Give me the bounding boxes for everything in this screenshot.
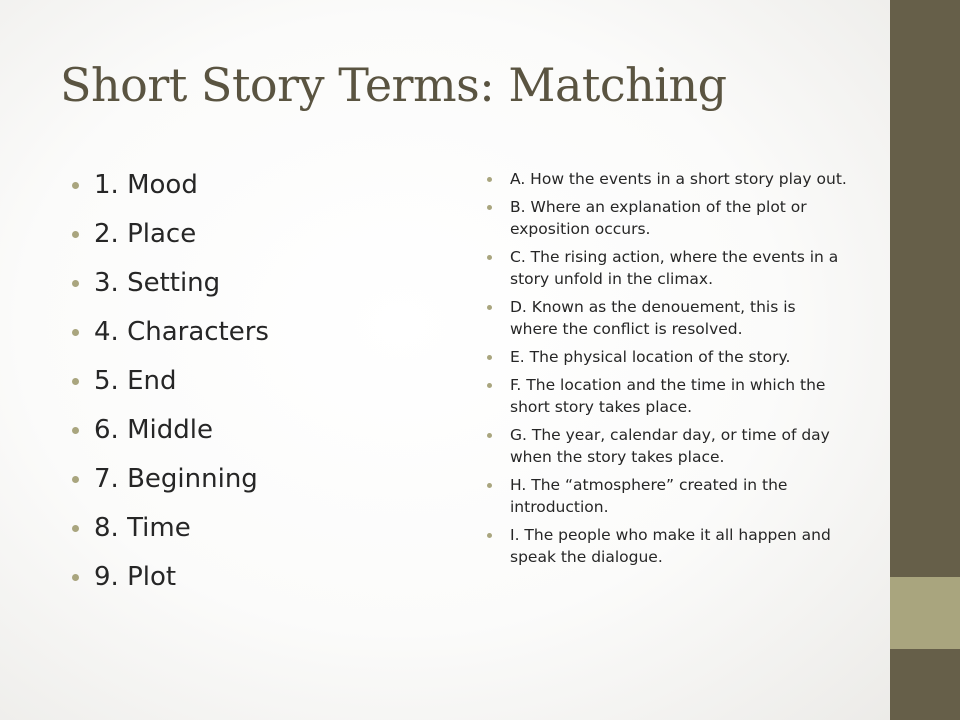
definition-item <box>487 246 847 290</box>
definition-item <box>487 524 847 568</box>
bullet-icon <box>487 355 492 360</box>
definitions-list <box>487 168 847 574</box>
definition-item <box>487 474 847 518</box>
bullet-icon <box>487 255 492 260</box>
term-text: 3. Setting <box>94 268 221 298</box>
term-item <box>72 459 269 508</box>
bullet-icon <box>72 427 79 434</box>
term-item <box>72 410 269 459</box>
definition-text: F. The location and the time in which the short story takes place. <box>510 376 826 416</box>
definition-text: B. Where an explanation of the plot or exposition occurs. <box>510 198 807 238</box>
bullet-icon <box>487 533 492 538</box>
definition-text: E. The physical location of the story. <box>510 348 791 366</box>
definition-text: H. The “atmosphere” created in the introduction. <box>510 476 788 516</box>
definition-item <box>487 196 847 240</box>
bullet-icon <box>72 182 79 189</box>
term-text: 2. Place <box>94 219 197 249</box>
term-item <box>72 214 269 263</box>
terms-list <box>72 165 269 606</box>
definition-text: G. The year, calendar day, or time of day when the story takes place. <box>510 426 830 466</box>
term-text: 1. Mood <box>94 170 198 200</box>
bullet-icon <box>487 483 492 488</box>
term-text: 7. Beginning <box>94 464 258 494</box>
bullet-icon <box>72 329 79 336</box>
term-text: 9. Plot <box>94 562 177 592</box>
bullet-icon <box>72 280 79 287</box>
bullet-icon <box>72 378 79 385</box>
term-text: 4. Characters <box>94 317 269 347</box>
bullet-icon <box>72 574 79 581</box>
slide-title: Short Story Terms: Matching <box>60 58 727 112</box>
side-color-bar-accent <box>890 577 960 649</box>
term-item <box>72 312 269 361</box>
term-text: 6. Middle <box>94 415 213 445</box>
definition-item <box>487 346 847 368</box>
term-item <box>72 508 269 557</box>
bullet-icon <box>487 177 492 182</box>
term-item <box>72 165 269 214</box>
term-item <box>72 557 269 606</box>
definition-text: D. Known as the denouement, this is where the conflict is resolved. <box>510 298 796 338</box>
definition-text: A. How the events in a short story play out. <box>510 170 847 188</box>
term-text: 8. Time <box>94 513 191 543</box>
bullet-icon <box>72 525 79 532</box>
bullet-icon <box>487 433 492 438</box>
bullet-icon <box>487 305 492 310</box>
bullet-icon <box>487 383 492 388</box>
bullet-icon <box>72 476 79 483</box>
bullet-icon <box>72 231 79 238</box>
definition-item <box>487 424 847 468</box>
definition-text: I. The people who make it all happen and speak the dialogue. <box>510 526 831 566</box>
definition-text: C. The rising action, where the events in a story unfold in the climax. <box>510 248 839 288</box>
definition-item <box>487 168 847 190</box>
definition-item <box>487 296 847 340</box>
term-text: 5. End <box>94 366 177 396</box>
definition-item <box>487 374 847 418</box>
term-item <box>72 361 269 410</box>
bullet-icon <box>487 205 492 210</box>
term-item <box>72 263 269 312</box>
